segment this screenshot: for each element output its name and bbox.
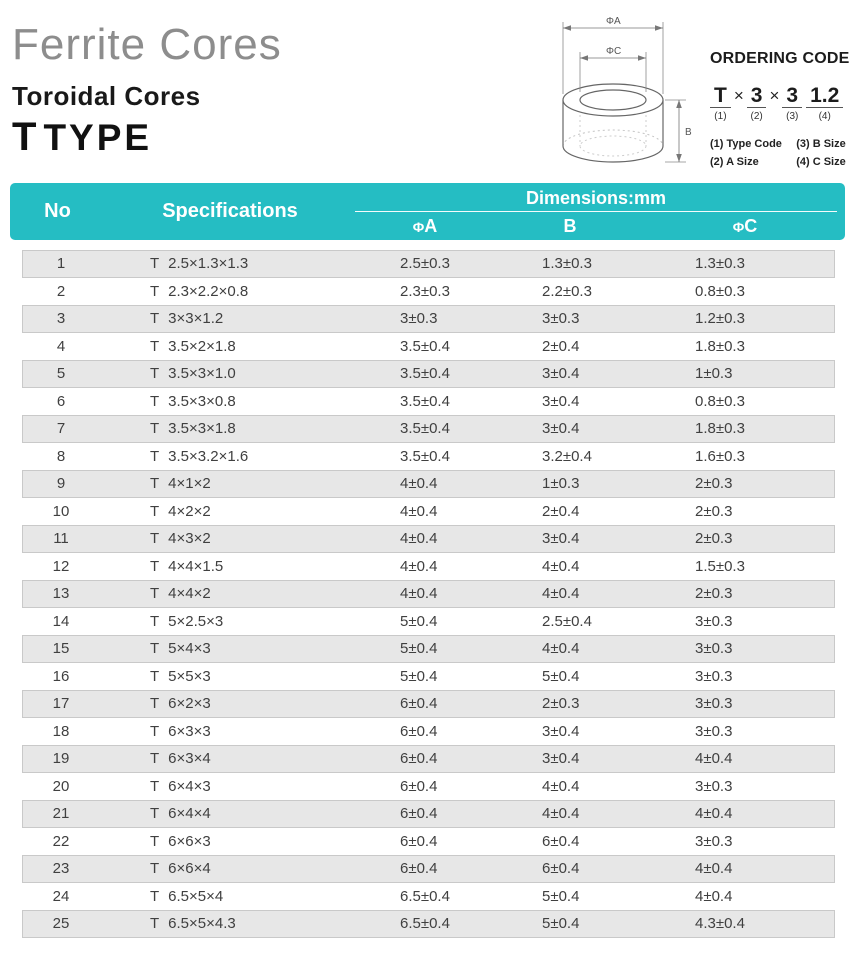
- cell-b: 5±0.4: [542, 887, 580, 905]
- table-row: [22, 773, 835, 801]
- cell-no: 8: [56, 447, 66, 465]
- cell-phi-a: 5±0.4: [400, 667, 438, 685]
- cell-phi-c: 3±0.3: [695, 777, 733, 795]
- spec-size: 3.5×3.2×1.6: [168, 447, 249, 465]
- cell-no: 1: [56, 255, 66, 273]
- spec-size: 4×4×1.5: [168, 557, 224, 575]
- legend-item-c-size: (4) C Size: [796, 156, 846, 169]
- cell-no: 24: [52, 887, 70, 905]
- spec-type: T: [150, 750, 160, 768]
- cell-b: 4±0.4: [542, 777, 580, 795]
- ordering-code-block: [710, 50, 848, 168]
- dimensions-group-title: Dimensions:mm: [355, 186, 837, 212]
- cell-phi-c: 0.8±0.3: [695, 392, 745, 410]
- table-row: [22, 635, 835, 663]
- spec-type: T: [150, 365, 160, 383]
- cell-specification: [100, 888, 360, 905]
- cell-b: 3±0.4: [542, 750, 580, 768]
- multiply-icon: ×: [733, 86, 744, 105]
- column-header-no: No: [44, 200, 71, 222]
- cell-phi-c: 4±0.4: [695, 860, 733, 878]
- spec-type: T: [150, 502, 160, 520]
- type-title: [12, 115, 282, 160]
- cell-b: 5±0.4: [542, 667, 580, 685]
- code-b-num: (3): [786, 111, 799, 123]
- phi-symbol: Φ: [732, 218, 745, 235]
- spec-size: 5×2.5×3: [168, 612, 224, 630]
- cell-specification: [100, 750, 360, 767]
- cell-phi-c: 4±0.4: [695, 887, 733, 905]
- cell-phi-c: 3±0.3: [695, 695, 733, 713]
- spec-type: T: [150, 447, 160, 465]
- spec-type: T: [150, 585, 160, 603]
- cell-specification: [100, 805, 360, 822]
- cell-no: 18: [52, 722, 70, 740]
- cell-b: 2±0.3: [542, 695, 580, 713]
- table-row: [22, 883, 835, 911]
- spec-type: T: [150, 832, 160, 850]
- type-letter: T: [12, 115, 38, 160]
- cell-specification: [100, 530, 360, 547]
- cell-phi-c: 3±0.3: [695, 667, 733, 685]
- spec-size: 4×1×2: [168, 475, 211, 493]
- table-row: [22, 828, 835, 856]
- table-row: [22, 498, 835, 526]
- code-part-c: [806, 84, 843, 122]
- cell-b: 2±0.4: [542, 502, 580, 520]
- dimension-subheaders: [355, 212, 845, 240]
- cell-no: 13: [52, 585, 70, 603]
- column-group-dimensions: [355, 183, 845, 240]
- cell-specification: [100, 255, 360, 272]
- cell-specification: [100, 613, 360, 630]
- spec-type: T: [150, 860, 160, 878]
- cell-phi-a: 6.5±0.4: [400, 915, 450, 933]
- cell-no: 3: [56, 310, 66, 328]
- spec-size: 6×4×4: [168, 805, 211, 823]
- column-header-phi-a: [355, 216, 495, 237]
- table-row: [22, 278, 835, 306]
- column-letter: C: [744, 215, 758, 236]
- table-row: [22, 910, 835, 938]
- cell-phi-c: 4.3±0.4: [695, 915, 745, 933]
- table-row: [22, 690, 835, 718]
- cell-phi-c: 1.3±0.3: [695, 255, 745, 273]
- cell-b: 4±0.4: [542, 640, 580, 658]
- cell-b: 1±0.3: [542, 475, 580, 493]
- cell-no: 5: [56, 365, 66, 383]
- table-row: [22, 333, 835, 361]
- cell-phi-a: 5±0.4: [400, 640, 438, 658]
- cell-specification: [100, 668, 360, 685]
- spec-size: 6×3×3: [168, 722, 211, 740]
- spec-size: 3×3×1.2: [168, 310, 224, 328]
- code-c: 1.2: [806, 84, 843, 108]
- spec-size: 6×6×4: [168, 860, 211, 878]
- spec-size: 6.5×5×4: [168, 887, 224, 905]
- cell-specification: [100, 695, 360, 712]
- table-row: [22, 718, 835, 746]
- cell-no: 2: [56, 282, 66, 300]
- cell-no: 20: [52, 777, 70, 795]
- spec-type: T: [150, 667, 160, 685]
- table-row: [22, 580, 835, 608]
- cell-phi-a: 6±0.4: [400, 777, 438, 795]
- cell-phi-a: 6±0.4: [400, 860, 438, 878]
- type-word: TYPE: [43, 117, 153, 159]
- code-part-b: [782, 84, 802, 122]
- cell-specification: [100, 393, 360, 410]
- spec-type: T: [150, 695, 160, 713]
- cell-b: 3.2±0.4: [542, 447, 592, 465]
- cell-specification: [100, 448, 360, 465]
- cell-b: 4±0.4: [542, 805, 580, 823]
- table-row: [22, 388, 835, 416]
- spec-type: T: [150, 722, 160, 740]
- cell-no: 11: [53, 530, 69, 548]
- cell-specification: [100, 833, 360, 850]
- cell-specification: [100, 915, 360, 932]
- spec-size: 4×3×2: [168, 530, 211, 548]
- cell-no: 16: [52, 667, 70, 685]
- code-type: T: [710, 84, 731, 108]
- cell-no: 4: [56, 337, 66, 355]
- ordering-legend: [710, 138, 848, 168]
- code-a-num: (2): [750, 111, 763, 123]
- cell-specification: [100, 310, 360, 327]
- cell-phi-c: 1.5±0.3: [695, 557, 745, 575]
- cell-b: 2±0.4: [542, 337, 580, 355]
- column-letter: B: [563, 215, 577, 236]
- cell-phi-c: 2±0.3: [695, 502, 733, 520]
- column-letter: A: [424, 215, 438, 236]
- cell-b: 6±0.4: [542, 832, 580, 850]
- spec-size: 6×6×3: [168, 832, 211, 850]
- spec-type: T: [150, 310, 160, 328]
- legend-item-type-code: (1) Type Code: [710, 138, 782, 151]
- legend-item-a-size: (2) A Size: [710, 156, 759, 169]
- cell-phi-a: 3.5±0.4: [400, 447, 450, 465]
- cell-no: 10: [52, 502, 70, 520]
- column-header-phi-c: [645, 216, 845, 237]
- cell-b: 5±0.4: [542, 915, 580, 933]
- cell-b: 3±0.4: [542, 530, 580, 548]
- page-subtitle: Toroidal Cores: [12, 81, 201, 112]
- cell-phi-c: 2±0.3: [695, 475, 733, 493]
- table-row: [22, 360, 835, 388]
- table-row: [22, 553, 835, 581]
- cell-phi-a: 2.5±0.3: [400, 255, 450, 273]
- cell-b: 1.3±0.3: [542, 255, 592, 273]
- cell-specification: [100, 558, 360, 575]
- cell-no: 9: [56, 475, 66, 493]
- cell-phi-a: 3.5±0.4: [400, 420, 450, 438]
- cell-specification: [100, 475, 360, 492]
- phi-symbol: Φ: [412, 218, 425, 235]
- spec-type: T: [150, 337, 160, 355]
- spec-type: T: [150, 255, 160, 273]
- spec-size: 3.5×3×0.8: [168, 392, 236, 410]
- cell-no: 17: [52, 695, 70, 713]
- cell-no: 7: [56, 420, 66, 438]
- cell-specification: [100, 585, 360, 602]
- cell-specification: [100, 338, 360, 355]
- table-row: [22, 663, 835, 691]
- cell-no: 6: [56, 392, 66, 410]
- cell-phi-c: 4±0.4: [695, 805, 733, 823]
- cell-specification: [100, 365, 360, 382]
- cell-b: 4±0.4: [542, 557, 580, 575]
- spec-size: 6.5×5×4.3: [168, 915, 236, 933]
- spec-type: T: [150, 475, 160, 493]
- cell-phi-a: 3.5±0.4: [400, 392, 450, 410]
- code-a: 3: [747, 84, 767, 108]
- spec-type: T: [150, 392, 160, 410]
- cell-phi-a: 4±0.4: [400, 585, 438, 603]
- code-b: 3: [782, 84, 802, 108]
- cell-specification: [100, 778, 360, 795]
- ordering-heading: ORDERING CODE: [710, 50, 850, 67]
- spec-size: 6×2×3: [168, 695, 211, 713]
- cell-phi-c: 1.2±0.3: [695, 310, 745, 328]
- spec-type: T: [150, 777, 160, 795]
- cell-phi-a: 6±0.4: [400, 750, 438, 768]
- cell-phi-c: 4±0.4: [695, 750, 733, 768]
- spec-type: T: [150, 282, 160, 300]
- cell-phi-a: 3±0.3: [400, 310, 438, 328]
- cell-phi-a: 3.5±0.4: [400, 365, 450, 383]
- table-row: [22, 470, 835, 498]
- cell-phi-a: 6.5±0.4: [400, 887, 450, 905]
- cell-phi-c: 1±0.3: [695, 365, 733, 383]
- table-row: [22, 745, 835, 773]
- multiply-icon: ×: [769, 86, 780, 105]
- cell-b: 4±0.4: [542, 585, 580, 603]
- cell-specification: [100, 723, 360, 740]
- table-row: [22, 305, 835, 333]
- cell-b: 3±0.3: [542, 310, 580, 328]
- cell-b: 6±0.4: [542, 860, 580, 878]
- cell-phi-c: 1.8±0.3: [695, 420, 745, 438]
- cell-no: 12: [52, 557, 70, 575]
- ordering-code-row: [710, 84, 848, 122]
- cell-phi-a: 3.5±0.4: [400, 337, 450, 355]
- cell-phi-a: 6±0.4: [400, 832, 438, 850]
- spec-type: T: [150, 420, 160, 438]
- cell-phi-c: 3±0.3: [695, 612, 733, 630]
- cell-phi-c: 3±0.3: [695, 832, 733, 850]
- spec-size: 5×5×3: [168, 667, 211, 685]
- cell-specification: [100, 503, 360, 520]
- cell-b: 3±0.4: [542, 365, 580, 383]
- cell-phi-c: 1.8±0.3: [695, 337, 745, 355]
- page-title: Ferrite Cores: [12, 20, 282, 69]
- cell-phi-a: 6±0.4: [400, 695, 438, 713]
- cell-specification: [100, 640, 360, 657]
- spec-size: 6×3×4: [168, 750, 211, 768]
- cell-b: 2.2±0.3: [542, 282, 592, 300]
- cell-b: 3±0.4: [542, 392, 580, 410]
- table-header: [10, 183, 845, 240]
- toroid-diagram-drawing: [545, 12, 715, 170]
- dim-label-phi-c: ΦC: [606, 46, 622, 57]
- cell-phi-a: 4±0.4: [400, 530, 438, 548]
- cell-phi-a: 2.3±0.3: [400, 282, 450, 300]
- dim-label-b: B: [685, 127, 692, 138]
- cell-phi-a: 4±0.4: [400, 475, 438, 493]
- cell-no: 25: [52, 915, 70, 933]
- title-block: [12, 22, 282, 160]
- code-c-num: (4): [818, 111, 831, 123]
- cell-phi-c: 0.8±0.3: [695, 282, 745, 300]
- cell-no: 22: [52, 832, 70, 850]
- spec-type: T: [150, 530, 160, 548]
- spec-type: T: [150, 805, 160, 823]
- toroid-diagram: [545, 12, 715, 175]
- table-row: [22, 415, 835, 443]
- spec-type: T: [150, 640, 160, 658]
- spec-size: 5×4×3: [168, 640, 211, 658]
- spec-size: 4×4×2: [168, 585, 211, 603]
- spec-type: T: [150, 915, 160, 933]
- cell-phi-a: 4±0.4: [400, 502, 438, 520]
- cell-phi-c: 1.6±0.3: [695, 447, 745, 465]
- dim-label-phi-a: ΦA: [606, 16, 621, 27]
- cell-specification: [100, 860, 360, 877]
- cell-no: 19: [52, 750, 70, 768]
- column-header-specifications: Specifications: [162, 200, 298, 222]
- code-part-type: [710, 84, 731, 122]
- legend-item-b-size: (3) B Size: [796, 138, 846, 151]
- spec-size: 3.5×2×1.8: [168, 337, 236, 355]
- cell-b: 3±0.4: [542, 722, 580, 740]
- table-row: [22, 525, 835, 553]
- spec-size: 2.3×2.2×0.8: [168, 282, 249, 300]
- cell-phi-a: 6±0.4: [400, 805, 438, 823]
- cell-phi-a: 4±0.4: [400, 557, 438, 575]
- cell-phi-a: 6±0.4: [400, 722, 438, 740]
- code-part-a: [747, 84, 767, 122]
- spec-size: 3.5×3×1.8: [168, 420, 236, 438]
- cell-b: 3±0.4: [542, 420, 580, 438]
- cell-b: 2.5±0.4: [542, 612, 592, 630]
- table-row: [22, 608, 835, 636]
- table-row: [22, 800, 835, 828]
- cell-no: 21: [52, 805, 70, 823]
- cell-phi-c: 2±0.3: [695, 585, 733, 603]
- code-type-num: (1): [714, 111, 727, 123]
- cell-specification: [100, 420, 360, 437]
- spec-size: 3.5×3×1.0: [168, 365, 236, 383]
- spec-size: 2.5×1.3×1.3: [168, 255, 249, 273]
- cell-phi-c: 3±0.3: [695, 722, 733, 740]
- cell-phi-a: 5±0.4: [400, 612, 438, 630]
- spec-type: T: [150, 612, 160, 630]
- cell-no: 23: [52, 860, 70, 878]
- cell-phi-c: 2±0.3: [695, 530, 733, 548]
- table-body: [22, 250, 835, 938]
- cell-phi-c: 3±0.3: [695, 640, 733, 658]
- table-row: [22, 443, 835, 471]
- table-row: [22, 250, 835, 278]
- cell-specification: [100, 283, 360, 300]
- spec-size: 4×2×2: [168, 502, 211, 520]
- table-row: [22, 855, 835, 883]
- spec-type: T: [150, 887, 160, 905]
- spec-type: T: [150, 557, 160, 575]
- spec-size: 6×4×3: [168, 777, 211, 795]
- cell-no: 15: [52, 640, 70, 658]
- column-header-b: [495, 216, 645, 237]
- cell-no: 14: [52, 612, 70, 630]
